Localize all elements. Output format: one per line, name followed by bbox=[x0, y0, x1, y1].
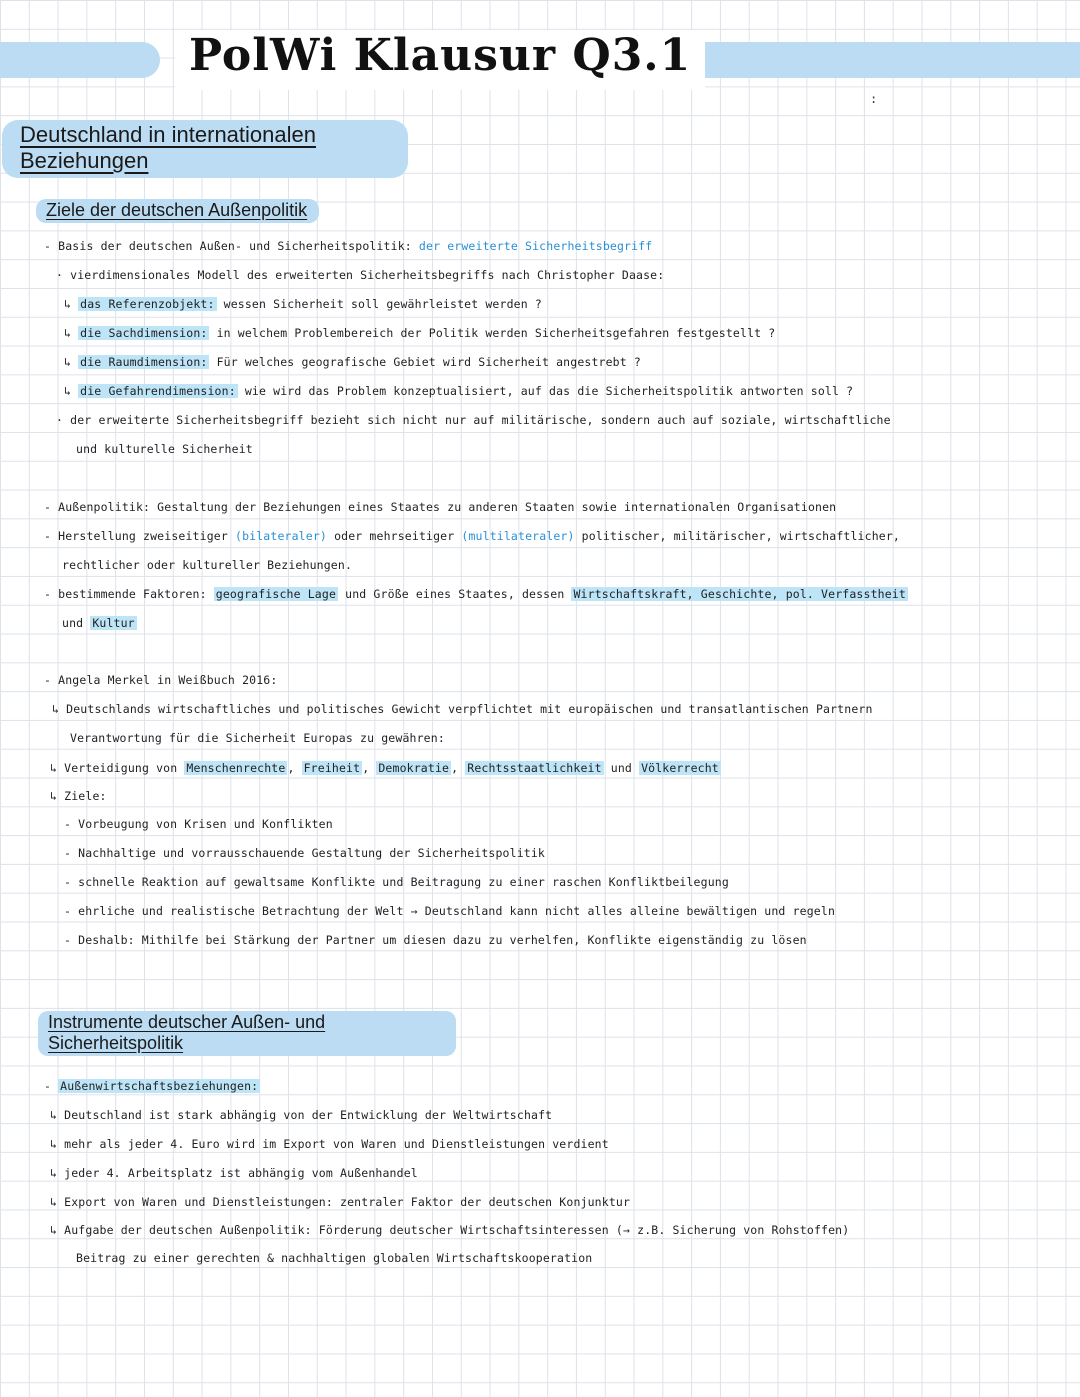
text-line: - Vorbeugung von Krisen und Konflikten bbox=[64, 817, 333, 831]
text-line: - schnelle Reaktion auf gewaltsame Konflikte und Beitragung zu einer raschen Konfliktbeilegung bbox=[64, 875, 729, 889]
text-line: - Außenwirtschaftsbeziehungen: bbox=[44, 1079, 259, 1093]
text-line: und Kultur bbox=[62, 616, 135, 630]
text-line: - Nachhaltige und vorrausschauende Gestaltung der Sicherheitspolitik bbox=[64, 846, 546, 860]
arrow-icon: ↳ bbox=[50, 1166, 65, 1180]
colon-mark: : bbox=[870, 92, 878, 106]
section-heading: Deutschland in internationalen Beziehungen bbox=[2, 120, 408, 178]
arrow-icon: ↳ bbox=[50, 1223, 65, 1237]
text-line: ↳ mehr als jeder 4. Euro wird im Export von Waren und Dienstleistungen verdient bbox=[50, 1137, 609, 1151]
text-line: ↳ Ziele: bbox=[50, 789, 107, 803]
blue-term: der erweiterte Sicherheitsbegriff bbox=[418, 239, 653, 253]
arrow-icon: ↳ bbox=[64, 326, 79, 340]
subsection-heading-goals: Ziele der deutschen Außenpolitik bbox=[36, 199, 319, 223]
text-line: - ehrliche und realistische Betrachtung der Welt → Deutschland kann nicht alles alleine bewältigen und regeln bbox=[64, 904, 836, 918]
text-line: ↳ Deutschlands wirtschaftliches und politisches Gewicht verpflichtet mit europäischen und transatlantischen Partnern bbox=[52, 702, 873, 716]
text-line: · vierdimensionales Modell des erweiterten Sicherheitsbegriffs nach Christopher Daase: bbox=[56, 268, 665, 282]
text-line: ↳ die Gefahrendimension: wie wird das Problem konzeptualisiert, auf das die Sicherheitspolitik antworten soll ? bbox=[64, 384, 854, 398]
arrow-icon: ↳ bbox=[64, 355, 79, 369]
arrow-icon: ↳ bbox=[50, 1195, 65, 1209]
text-line: ↳ Aufgabe der deutschen Außenpolitik: Förderung deutscher Wirtschaftsinteressen (→ z.B. Sicherung von Rohstoffen) bbox=[50, 1223, 850, 1237]
text-line: - bestimmende Faktoren: geografische Lage und Größe eines Staates, dessen Wirtschaftskraft, Geschichte, pol. Verfasstheit bbox=[44, 587, 906, 601]
text-line: ↳ Deutschland ist stark abhängig von der Entwicklung der Weltwirtschaft bbox=[50, 1108, 553, 1122]
text-line: rechtlicher oder kultureller Beziehungen. bbox=[62, 558, 353, 572]
page-title: PolWi Klausur Q3.1 bbox=[175, 30, 705, 90]
text-line: - Herstellung zweiseitiger (bilateraler) oder mehrseitiger (multilateraler) politischer, militärischer, wirtschaftlicher, bbox=[44, 529, 900, 543]
arrow-icon: ↳ bbox=[52, 702, 67, 716]
text-line: ↳ das Referenzobjekt: wessen Sicherheit soll gewährleistet werden ? bbox=[64, 297, 542, 311]
arrow-icon: ↳ bbox=[50, 761, 65, 775]
arrow-icon: ↳ bbox=[64, 384, 79, 398]
text-line: ↳ Verteidigung von Menschenrechte , Freiheit , Demokratie , Rechtsstaatlichkeit und Völkerrecht bbox=[50, 761, 719, 775]
text-line: ↳ Export von Waren und Dienstleistungen: zentraler Faktor der deutschen Konjunktur bbox=[50, 1195, 631, 1209]
arrow-icon: ↳ bbox=[50, 1108, 65, 1122]
text-line: und kulturelle Sicherheit bbox=[76, 442, 253, 456]
text-line: ↳ die Raumdimension: Für welches geografische Gebiet wird Sicherheit angestrebt ? bbox=[64, 355, 641, 369]
text-line: · der erweiterte Sicherheitsbegriff bezieht sich nicht nur auf militärische, sondern auch auf soziale, wirtschaftliche bbox=[56, 413, 891, 427]
text-line: - Basis der deutschen Außen- und Sicherheitspolitik: der erweiterte Sicherheitsbegriff bbox=[44, 239, 653, 253]
subsection-heading-instruments: Instrumente deutscher Außen- und Sicherheitspolitik bbox=[38, 1011, 456, 1056]
arrow-icon: ↳ bbox=[50, 789, 65, 803]
arrow-icon: ↳ bbox=[50, 1137, 65, 1151]
text-line: Verantwortung für die Sicherheit Europas zu gewähren: bbox=[70, 731, 445, 745]
text-line: ↳ die Sachdimension: in welchem Problembereich der Politik werden Sicherheitsgefahren festgestellt ? bbox=[64, 326, 776, 340]
header-band-left bbox=[0, 42, 160, 78]
text-line: - Außenpolitik: Gestaltung der Beziehungen eines Staates zu anderen Staaten sowie internationalen Organisationen bbox=[44, 500, 837, 514]
text-line: - Angela Merkel in Weißbuch 2016: bbox=[44, 673, 278, 687]
text-line: - Deshalb: Mithilfe bei Stärkung der Partner um diesen dazu zu verhelfen, Konflikte eigenständig zu lösen bbox=[64, 933, 807, 947]
text-line: ↳ jeder 4. Arbeitsplatz ist abhängig vom Außenhandel bbox=[50, 1166, 418, 1180]
arrow-icon: ↳ bbox=[64, 297, 79, 311]
text-line: Beitrag zu einer gerechten & nachhaltigen globalen Wirtschaftskooperation bbox=[76, 1251, 593, 1265]
